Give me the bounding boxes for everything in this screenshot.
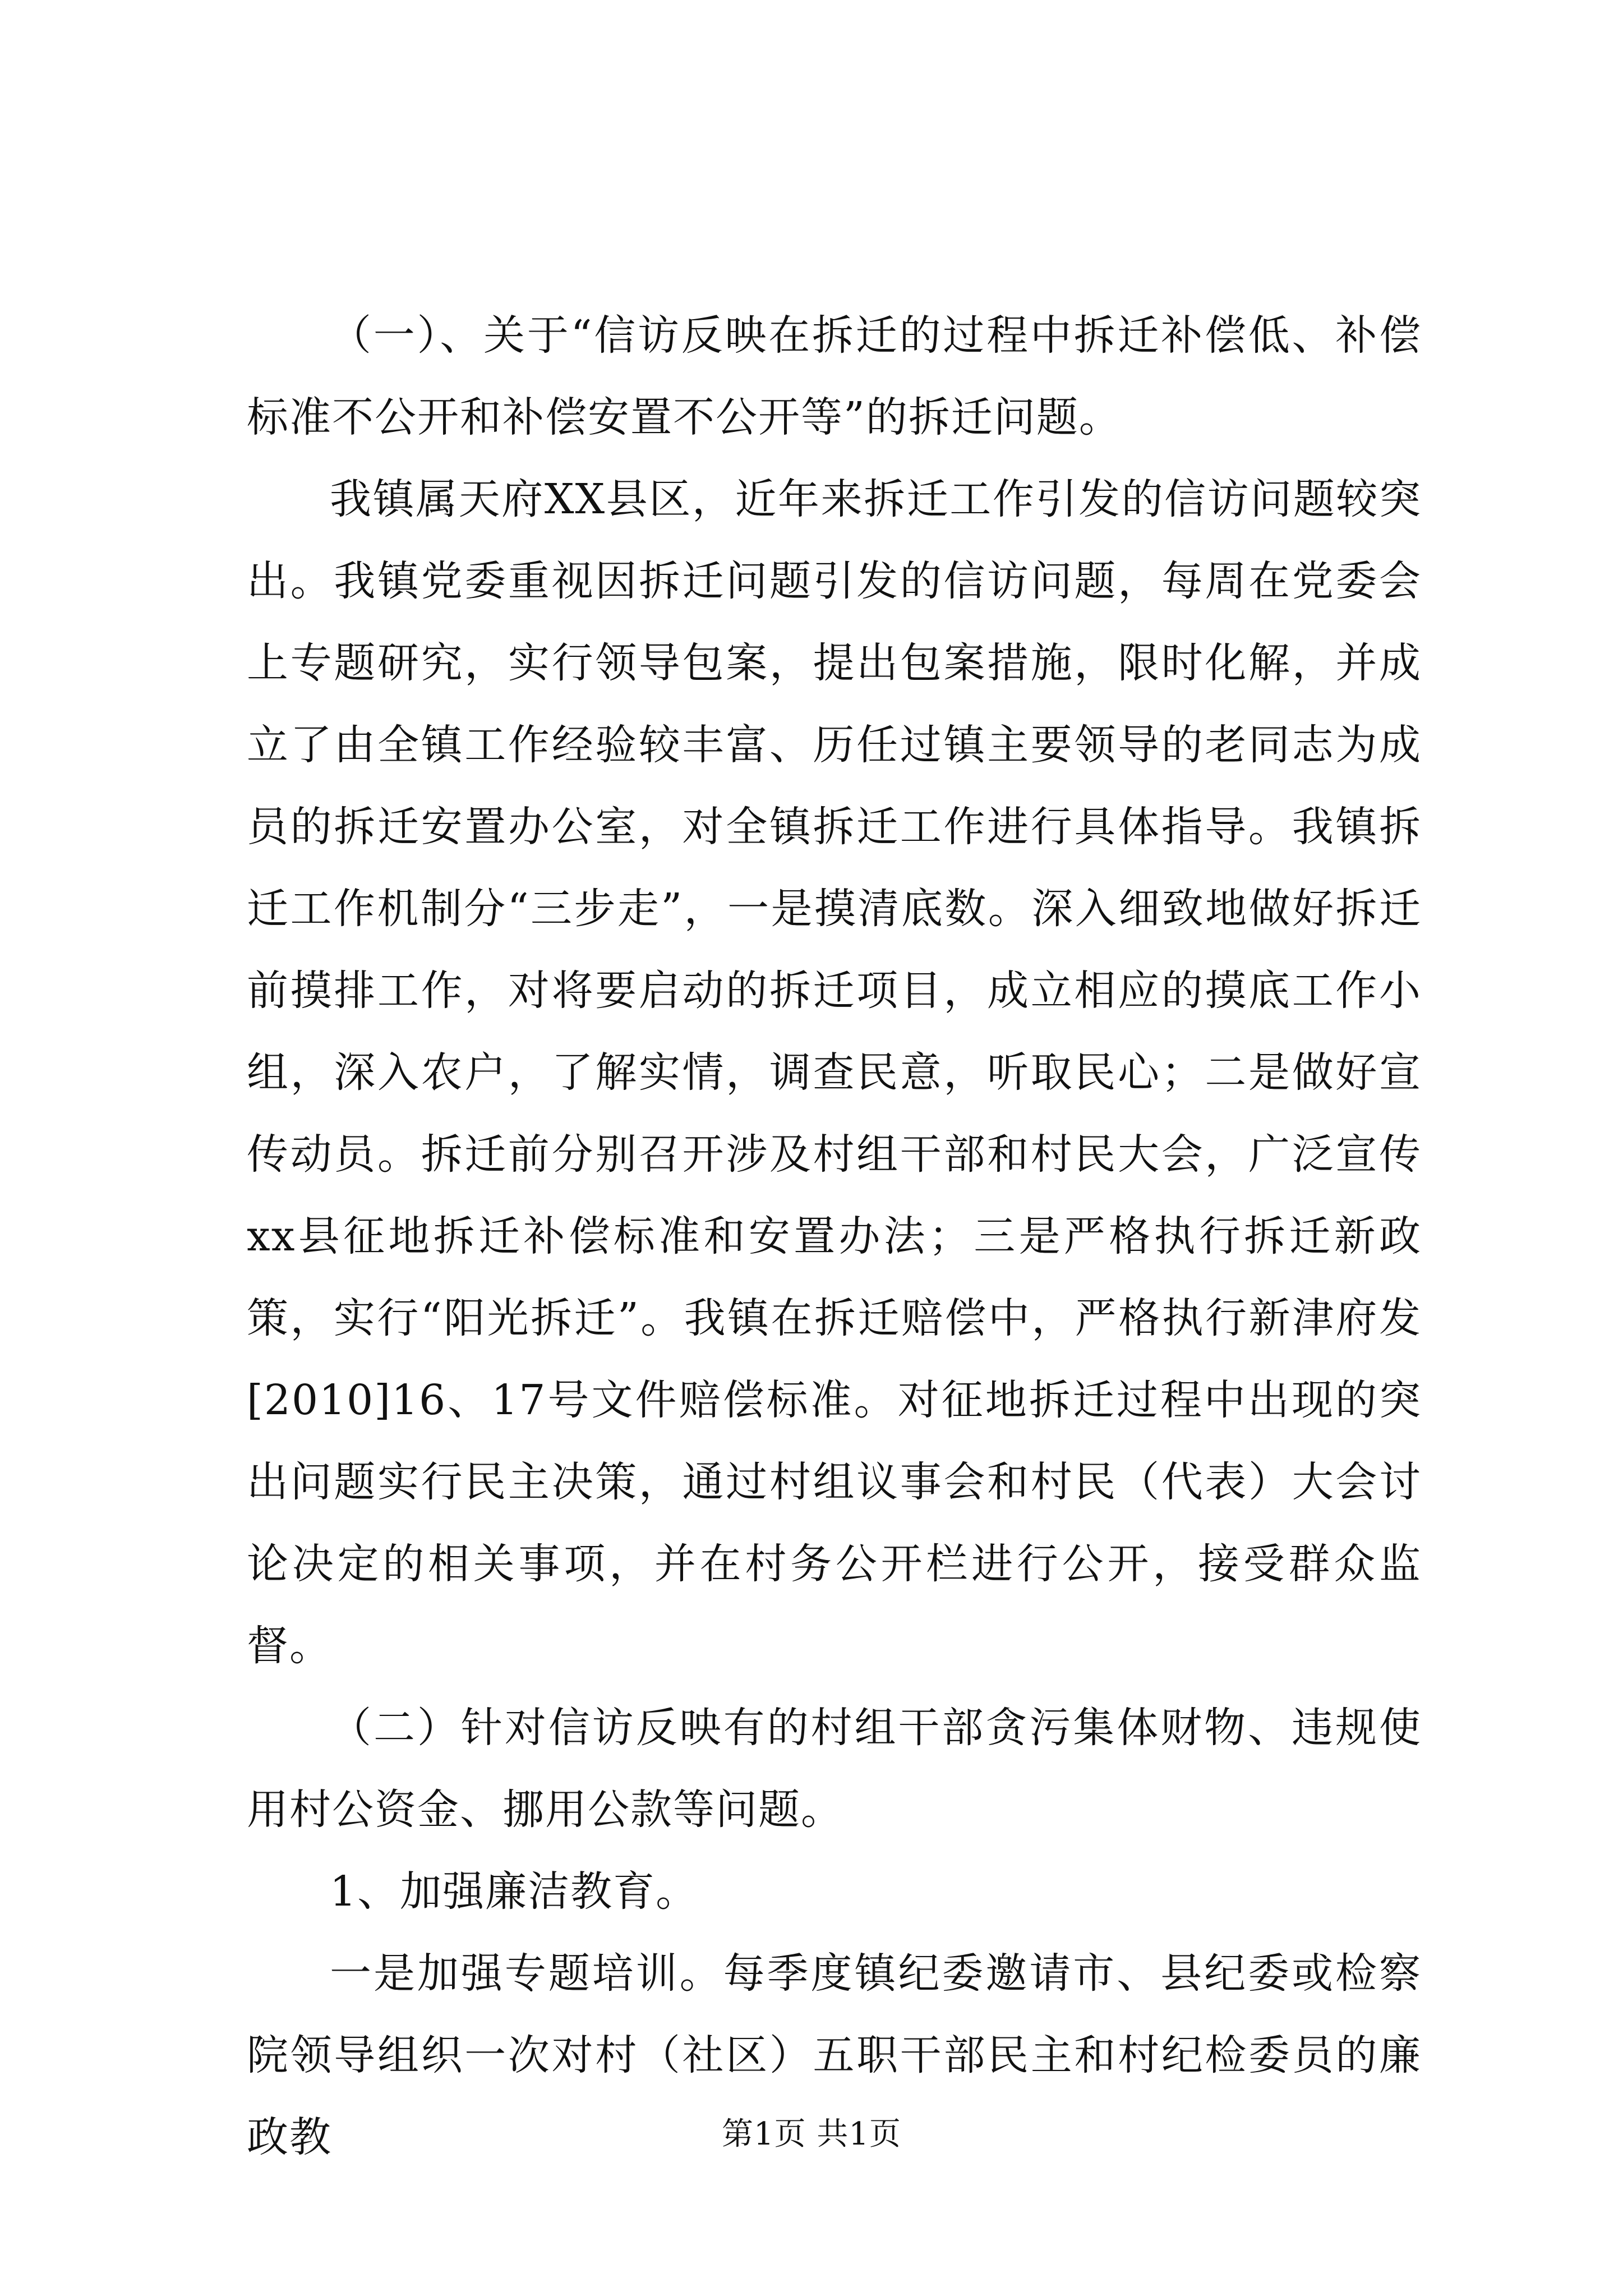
document-body [247,295,1422,2178]
page-footer: 第1页 共1页 [721,2116,902,2152]
paragraph-section-two-heading: （二）针对信访反映有的村组干部贪污集体财物、违规使用村公资金、挪用公款等问题。 [247,1704,1422,1834]
paragraph-subheading-integrity-education: 1、加强廉洁教育。 [330,1867,699,1916]
paragraph-special-training: 一是加强专题培训。每季度镇纪委邀请市、县纪委或检察院领导组织一次对村（社区）五职干部民主和村纪检委员的廉政教 [247,1949,1422,2161]
paragraph-relocation-measures: 我镇属天府XX县区，近年来拆迁工作引发的信访问题较突出。我镇党委重视因拆迁问题引发的信访问题，每周在党委会上专题研究，实行领导包案，提出包案措施，限时化解，并成立了由全镇工作经验较丰富、历任过镇主要领导的老同志为成员的拆迁安置办公室，对全镇拆迁工作进行具体指导。我镇拆迁工作机制分“三步走”，一是摸清底数。深入细致地做好拆迁前摸排工作，对将要启动的拆迁项目，成立相应的摸底工作小组，深入农户，了解实情，调查民意，听取民心；二是做好宣传动员。拆迁前分别召开涉及村组干部和村民大会，广泛宣传xx县征地拆迁补偿标准和安置办法；三是严格执行拆迁新政策，实行“阳光拆迁”。我镇在拆迁赔偿中，严格执行新津府发[2010]16、17号文件赔偿标准。对征地拆迁过程中出现的突出问题实行民主决策，通过村组议事会和村民（代表）大会讨论决定的相关事项，并在村务公开栏进行公开，接受群众监督。 [247,475,1422,1670]
paragraph-section-one-heading: （一）、关于“信访反映在拆迁的过程中拆迁补偿低、补偿标准不公开和补偿安置不公开等”的拆迁问题。 [247,311,1422,441]
